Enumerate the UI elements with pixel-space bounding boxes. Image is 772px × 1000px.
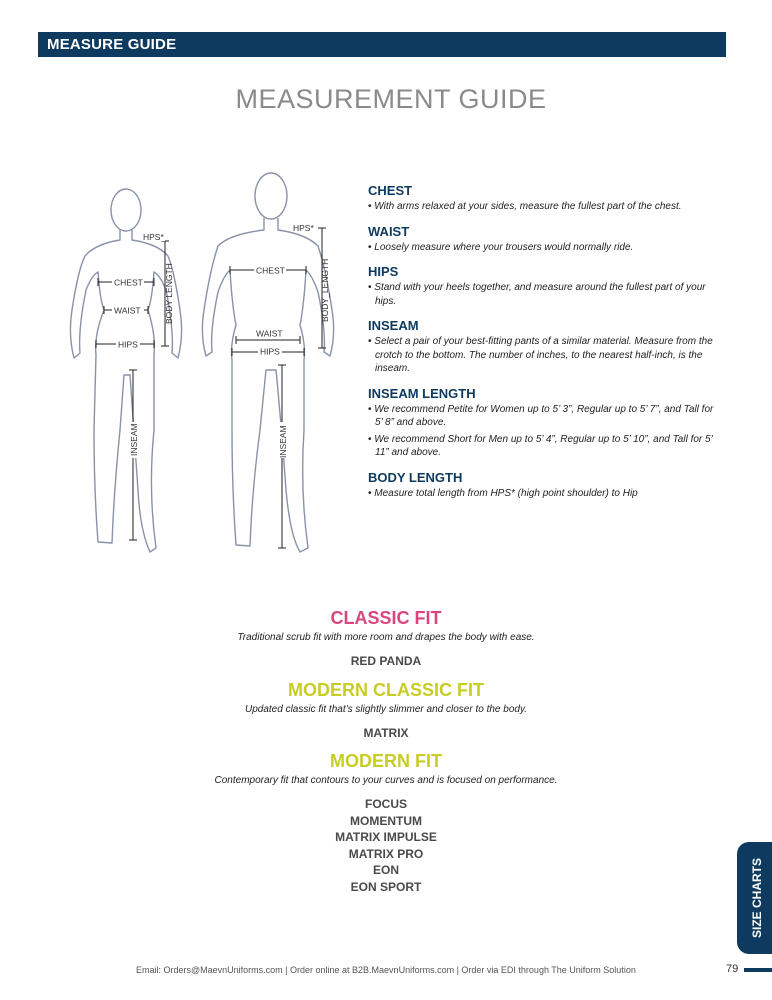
header-bar [38, 32, 726, 57]
section-bullet: • With arms relaxed at your sides, measure the fullest part of the chest. [368, 200, 718, 214]
footer-contact: Email: Orders@MaevnUniforms.com | Order online at B2B.MaevnUniforms.com | Order via EDI through The Uniform Solution [136, 965, 636, 975]
side-tab-label: SIZE CHARTS [750, 857, 764, 939]
female-hps-label: HPS* [143, 232, 164, 242]
male-body-length-label: BODY_LENGTH [320, 258, 330, 322]
page-number: 79 [726, 963, 739, 975]
section-heading: INSEAM LENGTH [368, 385, 476, 401]
product-name: MATRIX PRO [348, 846, 424, 861]
fit-products [0, 653, 772, 670]
product-name: MATRIX [363, 725, 409, 740]
fit-title: MODERN CLASSIC FIT [288, 679, 484, 700]
fit-classic [0, 608, 772, 670]
fit-title: CLASSIC FIT [330, 608, 442, 628]
section-heading: BODY LENGTH [368, 469, 463, 485]
section-heading: INSEAM [368, 318, 419, 333]
section-inseam-length [368, 386, 718, 460]
fit-products [0, 796, 772, 895]
fit-guide [0, 608, 772, 905]
fit-description: Contemporary fit that contours to your curves and is focused on performance. [214, 775, 558, 786]
female-waist-label: WAIST [114, 305, 141, 316]
female-body-length-label: BODY LENGTH [164, 263, 174, 324]
fit-description: Updated classic fit that’s slightly slimmer and closer to the body. [245, 703, 527, 715]
section-bullet: • Loosely measure where your trousers would normally ride. [368, 241, 718, 255]
measurement-sections [368, 183, 718, 510]
section-bullet: • Select a pair of your best-fitting pants of a similar material. Measure from the crotch to the bottom. The number of inches, to the nearest half-inch, is the inseam. [368, 335, 718, 376]
section-heading: CHEST [368, 183, 413, 198]
product-name: MOMENTUM [350, 813, 422, 828]
female-chest-label: CHEST [114, 277, 143, 288]
section-hips [368, 264, 718, 308]
male-inseam-label: INSEAM [278, 425, 288, 458]
body-figures [50, 160, 360, 570]
page-number-bar [744, 968, 772, 972]
fit-description: Traditional scrub fit with more room and drapes the body with ease. [237, 632, 535, 643]
product-name: EON SPORT [350, 879, 422, 894]
male-hips-label: HIPS [260, 346, 280, 357]
section-waist [368, 224, 718, 255]
section-bullet: • Stand with your heels together, and measure around the fullest part of your hips. [368, 281, 718, 308]
product-name: EON [372, 863, 399, 877]
section-heading: WAIST [368, 223, 410, 239]
section-chest [368, 183, 718, 214]
fit-title: MODERN FIT [330, 751, 442, 771]
fit-modern-classic [0, 680, 772, 742]
male-chest-label: CHEST [256, 265, 285, 276]
section-heading: HIPS [368, 264, 399, 279]
section-bullet: • We recommend Short for Men up to 5’ 4”, Regular up to 5’ 10”, and Tall for 5’ 11” and above. [368, 433, 718, 460]
page-title: MEASUREMENT GUIDE [235, 84, 547, 114]
section-bullet: • We recommend Petite for Women up to 5’ 3”, Regular up to 5’ 7”, and Tall for 5’ 8” and above. [368, 403, 718, 430]
body-figures-svg [50, 160, 360, 570]
fit-modern [0, 751, 772, 895]
section-bullet: • Measure total length from HPS* (high point shoulder) to Hip [368, 487, 718, 501]
product-name: RED PANDA [350, 654, 422, 668]
fit-products [0, 725, 772, 742]
section-inseam [368, 318, 718, 376]
male-hps-label: HPS* [293, 223, 314, 233]
product-name: FOCUS [365, 797, 407, 811]
product-name: MATRIX IMPULSE [335, 830, 437, 844]
header-label: MEASURE GUIDE [47, 36, 177, 53]
male-waist-label: WAIST [256, 328, 283, 339]
section-body-length [368, 470, 718, 501]
female-hips-label: HIPS [118, 339, 138, 350]
size-charts-tab[interactable] [737, 842, 772, 954]
female-inseam-label: INSEAM [129, 423, 139, 456]
